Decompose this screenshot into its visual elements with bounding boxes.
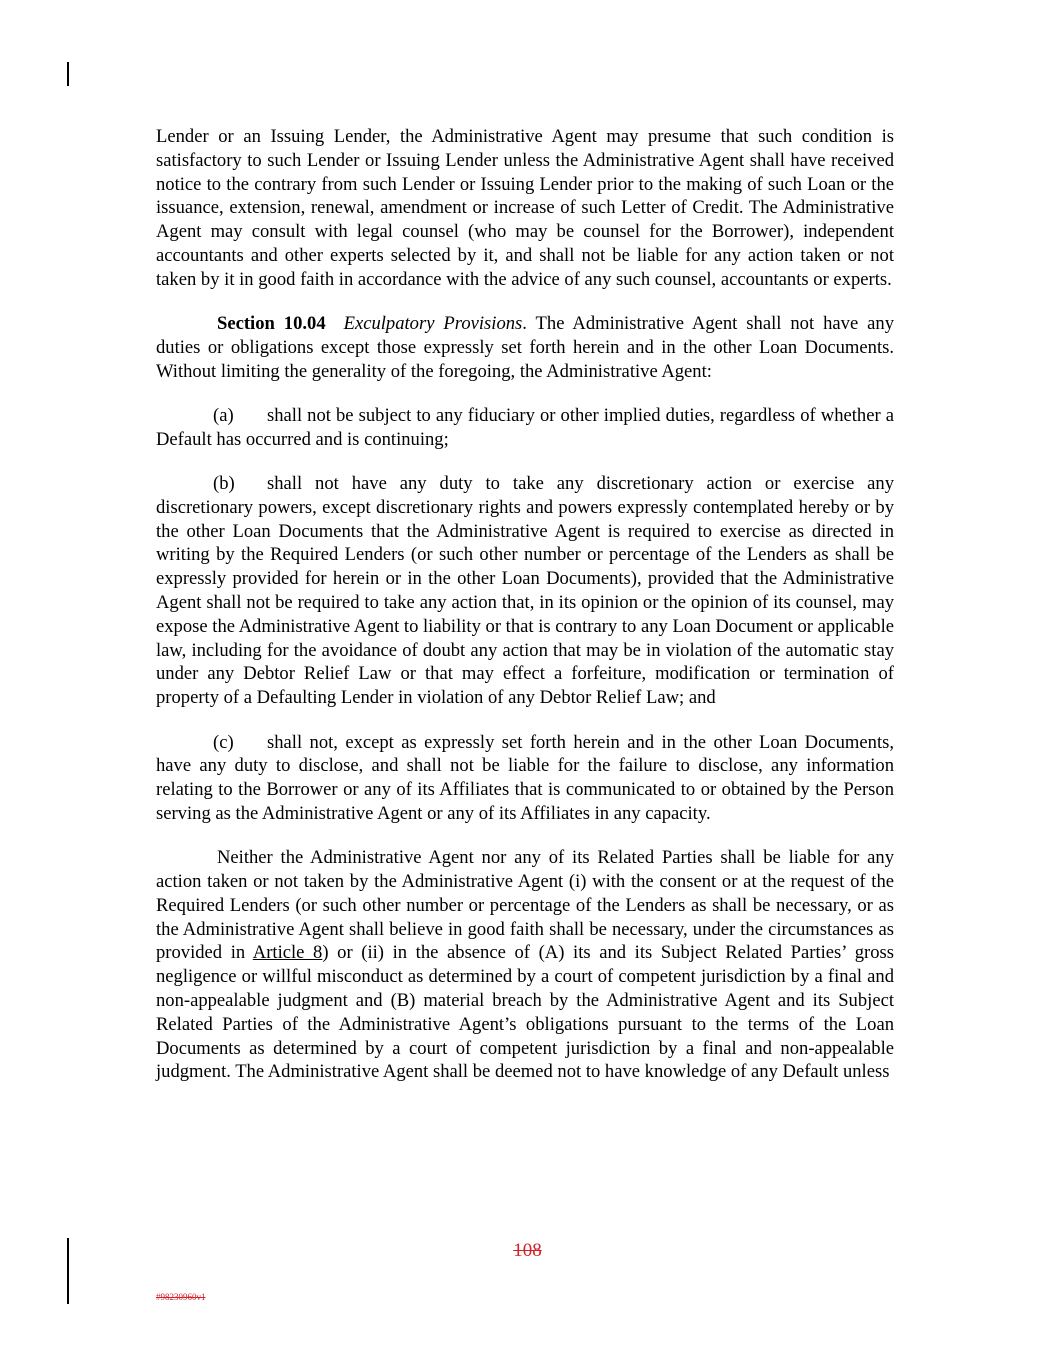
section-title: Exculpatory Provisions (343, 313, 523, 335)
document-id: #98230960v1 (156, 1292, 206, 1302)
clause-c-label: (c) (213, 731, 234, 753)
liability-text-part2: ) or (ii) in the absence of (A) its and its Subject Related Parties’ gross negligence or willful misconduct as determined by a court of competent jurisdiction by a final and non-appealable judgment and (B) material breach by the Administrative Agent and its Subject Related Parties of the Administrative Agent’s obligations pursuant to the terms of the Loan Documents as determined by a court of competent jurisdiction by a final and non-appealable judgment. The Administrative Agent shall be deemed not to have knowledge of any Default unless (156, 942, 894, 1083)
section-text: . The Administrative Agent shall not have any duties or obligations except those expressly set forth herein and in the other Loan Documents. Without limiting the generality of the foregoing, the Administrative Agent: (156, 313, 895, 382)
liability-paragraph (156, 846, 894, 1084)
clause-b-text: shall not have any duty to take any discretionary action or exercise any discretionary powers, except discretionary rights and powers expressly contemplated hereby or by the other Loan Documents that the Administrative Agent is required to exercise as directed in writing by the Required Lenders (or such other number or percentage of the Lenders as shall be expressly provided for herein or in the other Loan Documents), provided that the Administrative Agent shall not be required to take any action that, in its opinion or the opinion of its counsel, may expose the Administrative Agent to liability or that is contrary to any Loan Document or applicable law, including for the avoidance of doubt any action that may be in violation of the automatic stay under any Debtor Relief Law or that may effect a forfeiture, modification or termination of property of a Defaulting Lender in violation of any Debtor Relief Law; and (156, 473, 894, 709)
clause-a-label: (a) (213, 404, 234, 426)
clause-a-text: shall not be subject to any fiduciary or other implied duties, regardless of whether a Default has occurred and is continuing; (156, 404, 894, 450)
paragraph-continuation: Lender or an Issuing Lender, the Administrative Agent may presume that such condition is satisfactory to such Lender or Issuing Lender unless the Administrative Agent shall have received notice to the contrary from such Lender or Issuing Lender prior to the making of such Loan or the issuance, extension, renewal, amendment or increase of such Letter of Credit. The Administrative Agent may consult with legal counsel (who may be counsel for the Borrower), independent accountants and other experts selected by it, and shall not be liable for any action taken or not taken by it in good faith in accordance with the advice of any such counsel, accountants or experts. (156, 126, 894, 290)
clause-b-label: (b) (213, 473, 235, 495)
revision-change-bar-top (67, 62, 69, 86)
clause-a (156, 404, 894, 452)
liability-text-part1: Neither the Administrative Agent nor any of its Related Parties shall be liable for any action taken or not taken by the Administrative Agent (i) with the consent or at the request of the Required Lenders (or such other number or percentage of the Lenders as shall be necessary, or as the Administrative Agent shall believe in good faith shall be necessary, under the circumstances as provided in (156, 847, 894, 964)
article-8-reference: Article 8 (252, 942, 323, 964)
clause-c (156, 731, 894, 826)
page-number: 108 (513, 1240, 542, 1261)
section-10-04-paragraph (156, 312, 894, 383)
clause-c-text: shall not, except as expressly set forth herein and in the other Loan Documents, have any duty to disclose, and shall not be liable for the failure to disclose, any information relating to the Borrower or any of its Affiliates that is communicated to or obtained by the Person serving as the Administrative Agent or any of its Affiliates in any capacity. (156, 731, 894, 824)
clause-b (156, 472, 894, 710)
document-body (156, 125, 894, 1105)
section-number: Section 10.04 (217, 313, 326, 335)
